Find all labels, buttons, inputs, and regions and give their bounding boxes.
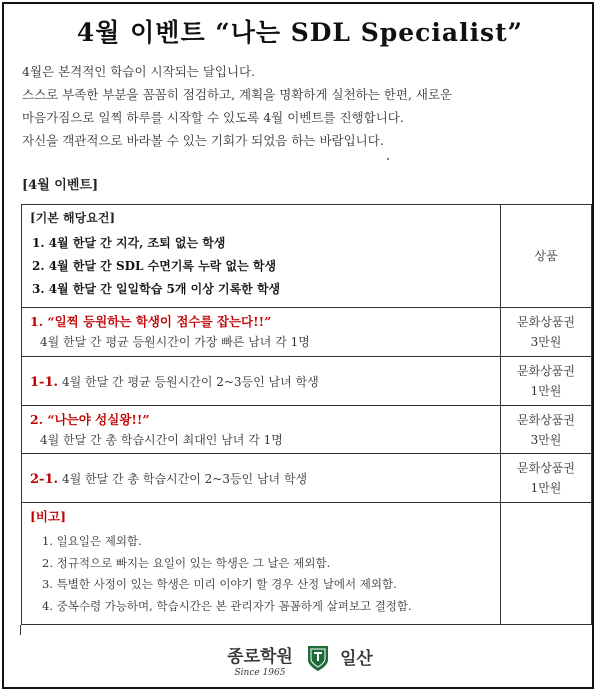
note-item: 2. 정규적으로 빠지는 요일이 있는 학생은 그 날은 제외함. [42, 555, 331, 570]
prize-type: 문화상품권 [517, 364, 575, 378]
stray-dot [387, 158, 389, 160]
event-table [21, 204, 592, 625]
event-document [2, 2, 594, 689]
event-desc: 4월 한달 간 평균 등원시간이 2~3등인 남녀 학생 [62, 374, 319, 389]
event-row [22, 357, 592, 406]
document-title: 4월 이벤트 “나는 SDL Specialist” [76, 18, 524, 47]
event-desc: 4월 한달 간 평균 등원시간이 가장 빠른 남녀 각 1명 [40, 335, 310, 349]
note-item: 4. 중복수령 가능하며, 학습시간은 본 관리자가 꼼꼼하게 살펴보고 결정함. [42, 598, 412, 613]
requirements-header: [기본 해당요건] [30, 211, 116, 225]
note-item: 1. 일요일은 제외함. [42, 534, 142, 548]
notes-row [22, 503, 592, 625]
prize-cell [501, 357, 592, 406]
prize-amount: 3만원 [530, 432, 562, 447]
event-cell [22, 454, 501, 503]
requirements-cell [22, 205, 501, 308]
note-item: 3. 특별한 사정이 있는 학생은 미리 이야기 할 경우 산정 날에서 제외함. [42, 577, 397, 591]
academy-shield-icon [306, 644, 330, 672]
event-title: 2. “나는야 성실왕!!” [30, 411, 150, 427]
prize-amount: 1만원 [530, 481, 562, 495]
event-cell [22, 308, 501, 357]
notes-header: [비고] [30, 509, 66, 524]
prize-type: 문화상품권 [517, 315, 575, 329]
prize-amount: 1만원 [530, 384, 562, 398]
intro-line: 자신을 객관적으로 바라볼 수 있는 기회가 되었음 하는 바람입니다. [22, 133, 384, 148]
notes-prize-cell [501, 503, 592, 625]
section-title: [4월 이벤트] [22, 178, 99, 193]
event-inline [30, 373, 500, 390]
requirement-item: 3. 4월 한달 간 일일학습 5개 이상 기록한 학생 [32, 282, 281, 296]
intro-line: 4월은 본격적인 학습이 시작되는 달입니다. [22, 64, 256, 79]
event-row [22, 406, 592, 454]
academy-since: Since 1965 [234, 668, 286, 678]
prize-amount: 3만원 [530, 335, 562, 349]
prize-cell [501, 308, 592, 357]
requirements-row [22, 205, 592, 308]
event-number: 2-1. [30, 471, 59, 487]
event-desc: 4월 한달 간 총 학습시간이 2~3등인 남녀 학생 [62, 471, 308, 486]
requirement-item: 2. 4월 한달 간 SDL 수면기록 누락 없는 학생 [32, 259, 277, 273]
academy-name: 종로학원 [227, 647, 293, 667]
academy-logo [224, 642, 394, 682]
event-number: 1-1. [30, 374, 59, 390]
prize-type: 문화상품권 [517, 412, 575, 427]
event-row [22, 308, 592, 357]
event-inline [30, 470, 500, 487]
intro-line: 마음가짐으로 일찍 하루를 시작할 수 있도록 4월 이벤트를 진행합니다. [22, 110, 404, 125]
prize-header: 상품 [501, 205, 592, 308]
prize-cell [501, 406, 592, 454]
event-cell [22, 357, 501, 406]
event-title: 1. “일찍 등원하는 학생이 점수를 잡는다!!” [30, 314, 272, 329]
event-cell [22, 406, 501, 454]
prize-cell [501, 454, 592, 503]
notes-list [22, 531, 500, 617]
logo-left [224, 642, 296, 678]
prize-type: 문화상품권 [517, 461, 575, 475]
branch-name: 일산 [340, 649, 373, 669]
intro-line: 스스로 부족한 부분을 꼼꼼히 점검하고, 계획을 명확하게 실천하는 한편, 새로운 [22, 87, 453, 102]
requirement-item: 1. 4월 한달 간 지각, 조퇴 없는 학생 [32, 236, 226, 250]
event-desc: 4월 한달 간 총 학습시간이 최대인 남녀 각 1명 [40, 432, 283, 447]
text-cursor [20, 625, 21, 635]
notes-cell [22, 503, 501, 625]
event-row [22, 454, 592, 503]
intro-paragraph [22, 60, 582, 152]
